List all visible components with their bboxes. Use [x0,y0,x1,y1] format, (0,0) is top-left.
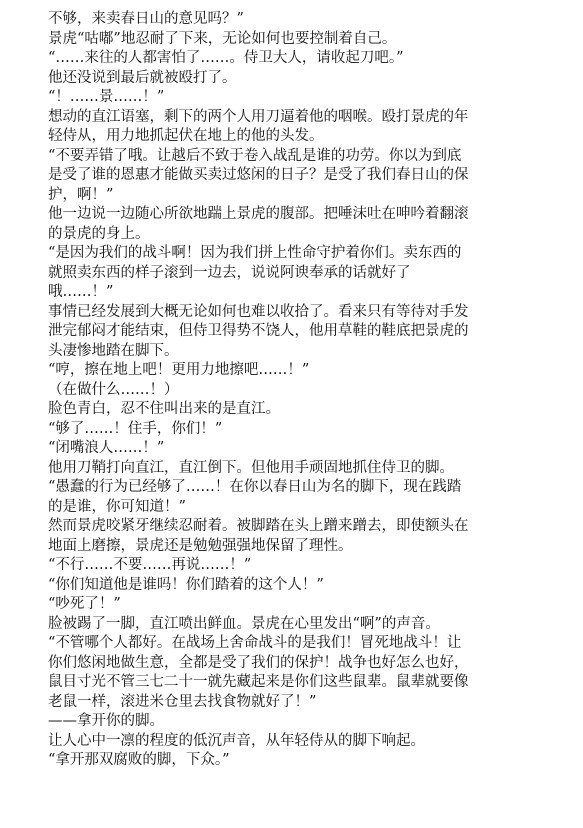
text-line: 让人心中一凛的程度的低沉声音，从年轻侍从的脚下响起。 [48,732,425,749]
text-line: 地面上磨擦，景虎还是勉勉强强地保留了理性。 [48,537,353,554]
document-page [48,10,558,771]
text-line: “吵死了！” [48,596,121,612]
text-line: “是因为我们的战斗啊！因为我们拼上性命守护着你们。卖东西的 [48,245,462,261]
text-line: 头凄惨地踏在脚下。 [48,342,179,359]
text-line: ——拿开你的脚。 [48,713,164,729]
text-line: 你们悠闲地做生意，全都是受了我们的保护！战争也好怎么也好， [48,654,469,671]
text-line: 鼠目寸光不管三七二十一就先藏起来是你们这些鼠辈。鼠辈就要像 [48,674,469,690]
text-line: 然而景虎咬紧牙继续忍耐着。被脚踏在头上蹭来蹭去，即使额头在 [48,518,469,534]
text-line: 事情已经发展到大概无论如何也难以收拾了。看来只有等待对手发 [48,303,469,320]
text-line: “闭嘴浪人……！” [48,440,165,456]
text-line: 老鼠一样，滚进米仓里去找食物就好了！” [48,693,317,710]
text-line: 他用刀鞘打向直江，直江倒下。但他用手顽固地抓住侍卫的脚。 [48,459,454,476]
text-line: “！……景……！” [48,89,165,105]
text-line: “你们知道他是谁吗！你们踏着的这个人！” [48,576,324,593]
text-line: “不行……不要……再说……！” [48,557,252,573]
text-line: 的是谁，你可知道！” [48,498,186,515]
text-line: 就照卖东西的样子滚到一边去，说说阿谀奉承的话就好了 [48,264,411,281]
text-line: 脸色青白，忍不住叫出来的是直江。 [48,401,280,417]
text-line: 轻侍从，用力地抓起伏在地上的他的头发。 [48,128,324,144]
text-line: 是受了谁的恩惠才能做买卖过悠闲的日子？是受了我们春日山的保 [48,167,469,183]
text-line: 的景虎的身上。 [48,225,150,242]
text-line: 他一边说一边随心所欲地踹上景虎的腹部。把唾沫吐在呻吟着翻滚 [48,206,469,222]
text-line: “愚蠢的行为已经够了……！在你以春日山为名的脚下，现在践踏 [48,479,462,495]
text-line: “不管哪个人都好。在战场上舍命战斗的是我们！冒死地战斗！让 [48,635,462,651]
text-line: 不够，来卖春日山的意见吗？” [48,11,244,27]
text-line: （在做什么……！） [48,381,179,398]
text-line: “够了……！住手，你们！” [48,420,223,437]
text-line: “哼，擦在地上吧！更用力地擦吧……！” [48,362,310,378]
text-line: 想动的直江语塞，剩下的两个人用刀逼着他的咽喉。殴打景虎的年 [48,108,469,125]
text-line: 哦……！” [48,284,114,300]
text-line: 他还没说到最后就被殴打了。 [48,69,237,86]
text-line: 护，啊！” [48,186,114,203]
text-line: 脸被踢了一脚，直江喷出鲜血。景虎在心里发出“啊”的声音。 [48,615,440,632]
text-line: 景虎“咕嘟”地忍耐了下来，无论如何也要控制着自己。 [48,30,397,47]
text-line: “……来往的人都害怕了……。侍卫大人，请收起刀吧。” [48,50,404,66]
text-line: “拿开那双腐败的脚，下众。” [48,752,230,768]
text-line: “不要弄错了哦。让越后不致于卷入战乱是谁的功劳。你以为到底 [48,147,462,164]
text-line: 泄完郁闷才能结束，但侍卫得势不饶人，他用草鞋的鞋底把景虎的 [48,323,469,339]
